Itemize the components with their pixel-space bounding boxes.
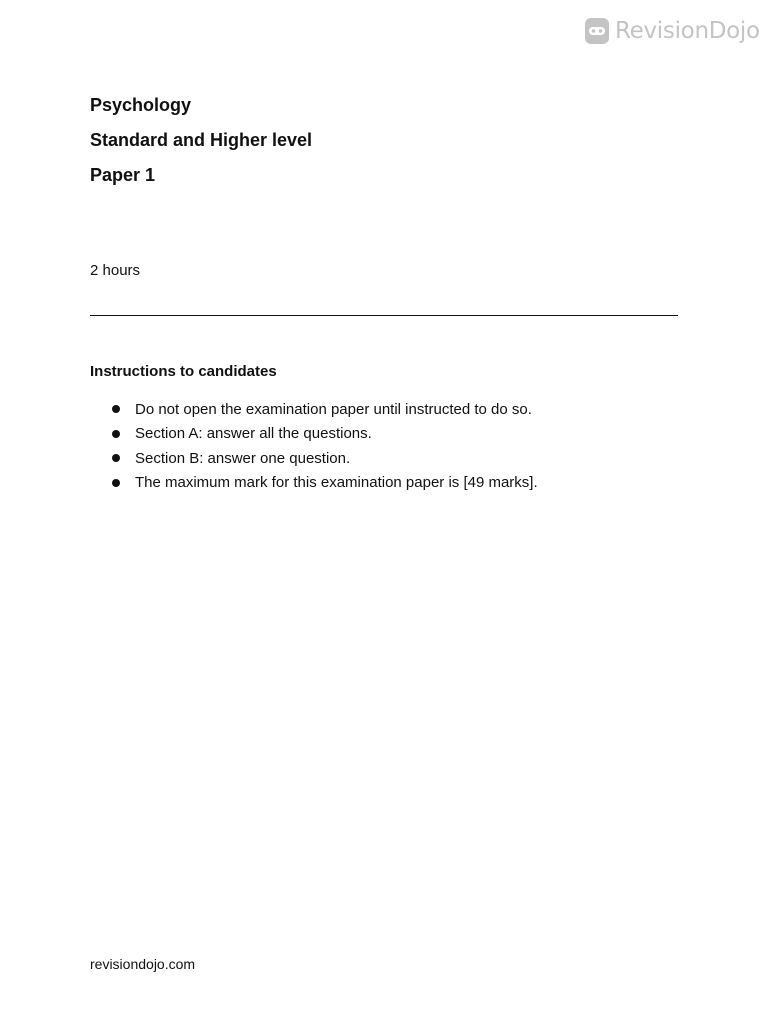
bullet-icon: [112, 430, 120, 438]
bullet-icon: [112, 479, 120, 487]
instruction-item: [112, 422, 538, 447]
instruction-text: Section A: answer all the questions.: [135, 425, 372, 443]
paper-title: Paper 1: [90, 165, 156, 185]
subject-title: Psychology: [90, 95, 192, 115]
instruction-text: The maximum mark for this examination paper is [49 marks].: [135, 474, 538, 492]
instruction-item: [112, 446, 538, 471]
instruction-text: Section B: answer one question.: [135, 449, 351, 467]
level-title: Standard and Higher level: [90, 130, 313, 150]
instructions-list: [112, 397, 538, 495]
revisiondojo-logo-icon: [585, 18, 609, 44]
exam-duration: 2 hours: [90, 262, 141, 279]
bullet-icon: [112, 405, 120, 413]
instruction-item: [112, 471, 538, 496]
instructions-heading: Instructions to candidates: [90, 363, 277, 380]
brand-header: [585, 18, 760, 44]
divider-line: [90, 315, 678, 316]
brand-name: RevisionDojo: [615, 18, 760, 44]
instruction-text: Do not open the examination paper until instructed to do so.: [135, 400, 532, 418]
instruction-item: [112, 397, 538, 422]
bullet-icon: [112, 454, 120, 462]
footer-website[interactable]: revisiondojo.com: [90, 956, 196, 972]
